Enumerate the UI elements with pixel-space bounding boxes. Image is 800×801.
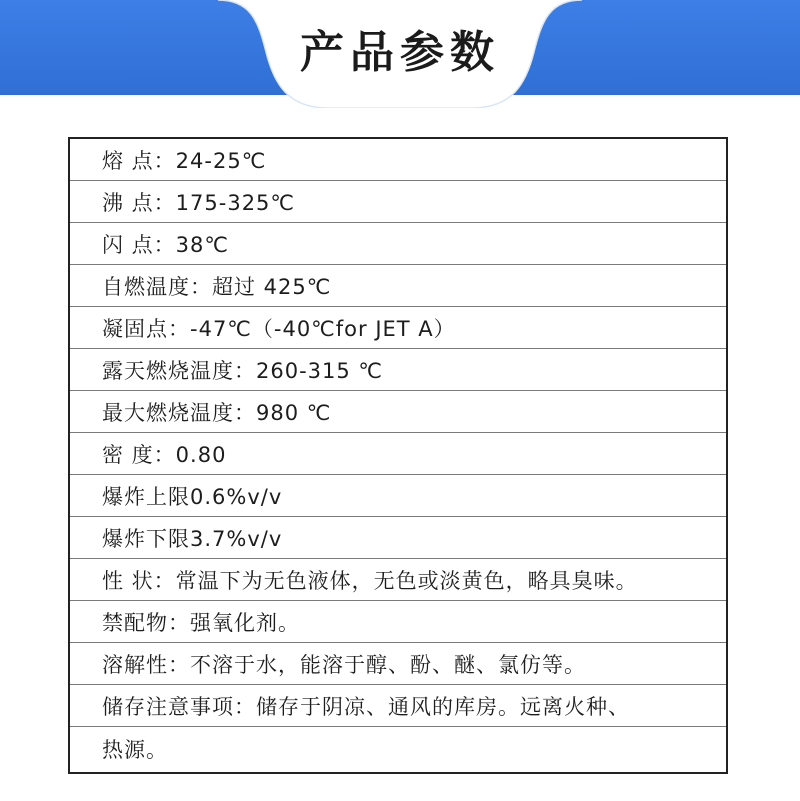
param-text: 禁配物：强氧化剂。 bbox=[102, 610, 300, 635]
param-text: 溶解性：不溶于水，能溶于醇、酚、醚、氯仿等。 bbox=[102, 652, 586, 677]
param-row-appearance bbox=[70, 559, 726, 601]
param-row-autoignition-temp bbox=[70, 265, 726, 307]
param-text: 自燃温度：超过 425℃ bbox=[102, 274, 332, 299]
page-title: 产品参数 bbox=[300, 27, 500, 78]
param-row-solubility bbox=[70, 643, 726, 685]
param-row-lower-explosive-limit bbox=[70, 517, 726, 559]
param-row-upper-explosive-limit bbox=[70, 475, 726, 517]
param-row-incompatibles bbox=[70, 601, 726, 643]
param-text: 露天燃烧温度：260-315 ℃ bbox=[102, 358, 384, 383]
param-row-storage-continued bbox=[70, 727, 726, 770]
header-title-tab bbox=[218, 0, 582, 108]
param-text: 热源。 bbox=[102, 737, 168, 762]
param-text: 闪 点：38℃ bbox=[102, 232, 229, 257]
param-row-open-burn-temp bbox=[70, 349, 726, 391]
product-parameters-table bbox=[68, 137, 728, 774]
param-row-freezing-point bbox=[70, 307, 726, 349]
param-text: 爆炸下限3.7%v/v bbox=[102, 526, 283, 551]
param-text: 性 状：常温下为无色液体，无色或淡黄色，略具臭味。 bbox=[102, 568, 638, 593]
param-row-boiling-point bbox=[70, 181, 726, 223]
param-text: 储存注意事项：储存于阴凉、通风的库房。远离火种、 bbox=[102, 694, 630, 719]
param-row-melting-point bbox=[70, 139, 726, 181]
param-row-flash-point bbox=[70, 223, 726, 265]
param-text: 熔 点：24-25℃ bbox=[102, 148, 267, 173]
param-text: 最大燃烧温度：980 ℃ bbox=[102, 400, 332, 425]
param-text: 凝固点：-47℃（-40℃for JET A） bbox=[102, 316, 456, 341]
param-row-max-burn-temp bbox=[70, 391, 726, 433]
param-row-density bbox=[70, 433, 726, 475]
param-text: 密 度：0.80 bbox=[102, 442, 227, 467]
param-row-storage bbox=[70, 685, 726, 727]
param-text: 沸 点：175-325℃ bbox=[102, 190, 296, 215]
param-text: 爆炸上限0.6%v/v bbox=[102, 484, 283, 509]
